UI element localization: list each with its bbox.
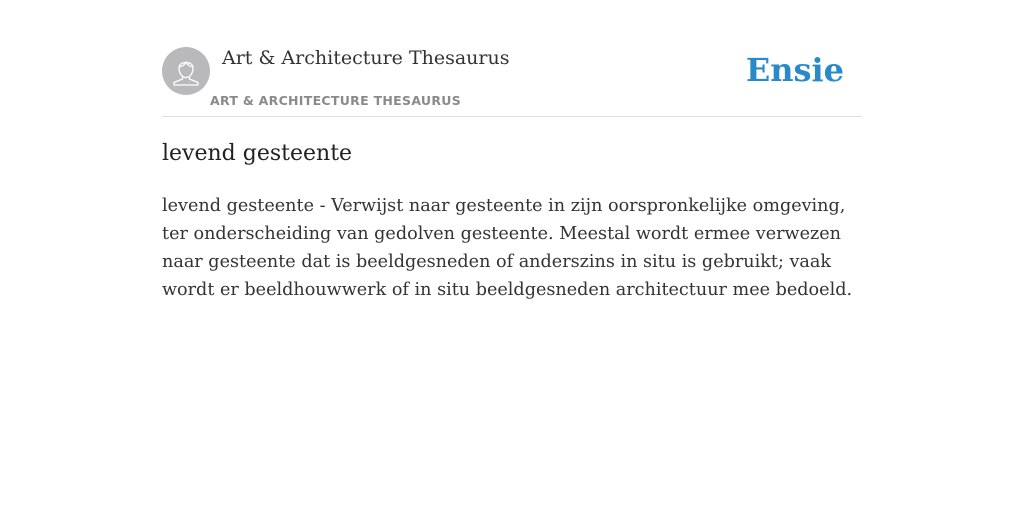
user-placeholder-icon — [162, 47, 210, 95]
header — [162, 44, 862, 117]
site-subtitle[interactable]: ART & ARCHITECTURE THESAURUS — [210, 93, 462, 108]
ensie-logo[interactable]: Ensie — [745, 51, 844, 89]
site-name[interactable]: Art & Architecture Thesaurus — [222, 47, 510, 69]
entry-title: levend gesteente — [162, 141, 353, 166]
entry-definition: levend gesteente - Verwijst naar gesteente in zijn oorspronkelijke omgeving, ter onderscheiding van gedolven gesteente. Meestal wordt ermee verwezen naar gesteente dat is beeldgesneden of anderszins in situ is gebruikt; vaak wordt er beeldhouwwerk of in situ beeldgesneden architectuur mee bedoeld. — [162, 196, 853, 300]
avatar[interactable] — [162, 47, 210, 95]
